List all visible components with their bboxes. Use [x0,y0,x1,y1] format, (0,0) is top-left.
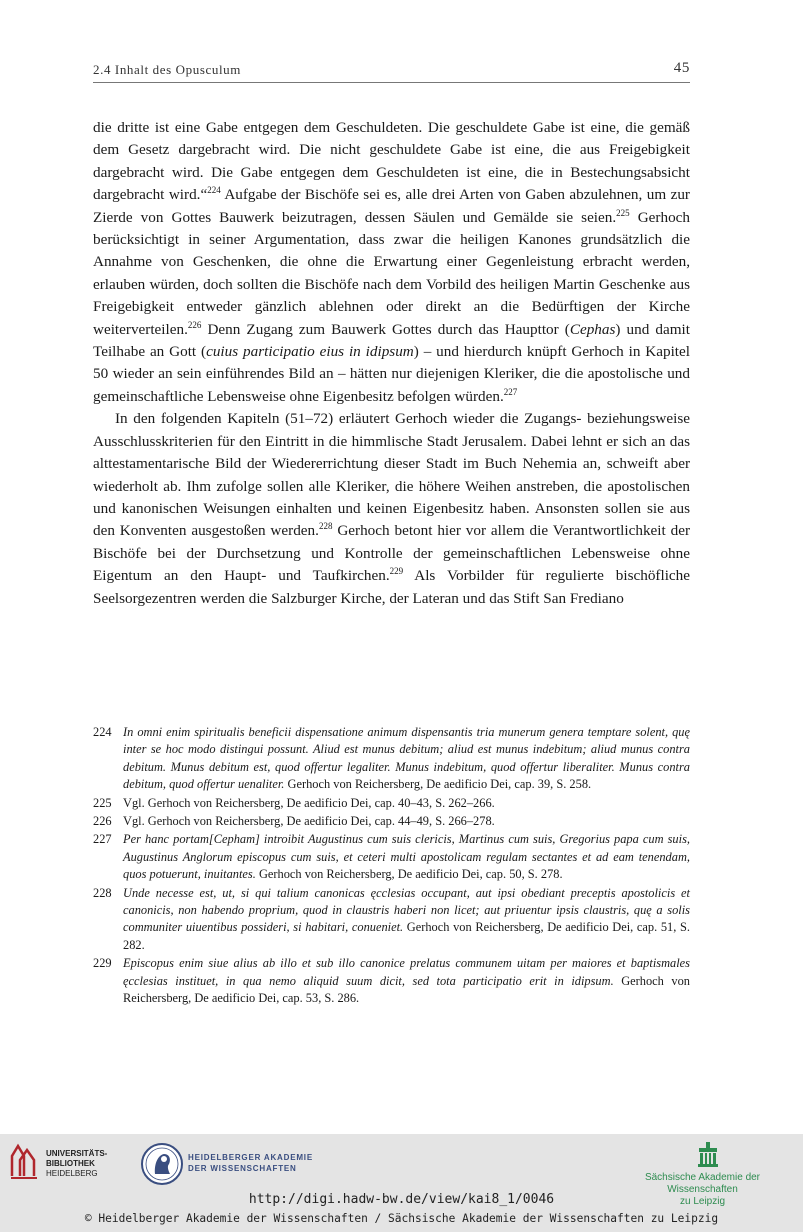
footnote-number: 228 [93,885,112,900]
ub-logo-icon [10,1142,40,1180]
text-run: Denn Zugang zum Bauwerk Gottes durch das Haupttor ( [201,320,570,338]
italic-text: Cephas [569,320,616,338]
saw-building-icon [697,1142,719,1168]
text-run: Gerhoch berücksichtigt in seiner Argumentation, dass zwar die heiligen Kanones grundsätzlich die Annahme von Geschenken, die ohne die Erwartung einer Gegenleistung erbracht werden, erlauben würden, doch sollten die Bischöfe nach dem Vorbild des heiligen Martin Geschenke aus Freigebigkeit entweder gänzlich ablehnen oder direkt an die Bedürftigen der Kirche weiterverteilen. [93,208,690,338]
footnote-number: 224 [93,725,112,739]
italic-text: cuius participatio eius in idipsum [206,343,414,361]
ub-heidelberg-logo [10,1142,130,1186]
footnote-225 [93,795,690,812]
footnote-reference: 224 [207,185,221,196]
italic-text: Episcopus enim siue alius ab illo et sub illo canonice prelatus communem uitam per maiores et baptismales ęcclesias instituet, in qua nemo aliquid suum dicit, sed tota participatio erit in idipsum. [123,956,690,988]
footnote-reference: 226 [187,319,202,330]
text-run: Vgl. Gerhoch von Reichersberg, De aedificio Dei, cap. 40–43, S. 262–266. [123,795,495,810]
footnote-text [123,955,690,1007]
italic-text: Per hanc portam[Cepham] introibit Augustinus cum suis clericis, Martinus cum suis, Gregorius papa cum suis, Augustinus Anglorum episcopus cum suis, et ceteri multi apostolicam regulam sectantes et ad eam tenendam, quos potuerunt, inuitantes. [123,832,690,882]
footnote-228 [93,885,690,955]
footnote-text [123,885,690,955]
source-url[interactable]: http://digi.hadw-bw.de/view/kai8_1/0046 [248,1192,555,1207]
text-run: ) – und hierdurch knüpft Gerhoch in Kapitel 50 wieder an sein einführendes Bild an – hätten nur diejenigen Kleriker, die die apostolische und gemeinschaftliche Lebensweise ohne Eigenbesitz befolgen würden. [93,343,690,405]
paragraph-1 [93,117,690,408]
paragraph-2 [93,408,690,610]
footnote-reference: 229 [389,566,404,577]
text-run: Gerhoch von Reichersberg, De aedificio Dei, cap. 50, S. 278. [255,867,563,882]
copyright-notice: © Heidelberger Akademie der Wissenschaften / Sächsische Akademie der Wissenschaften zu Leipzig [84,1212,719,1225]
footnote-number: 226 [93,814,112,829]
italic-text: Unde necesse est, ut, si qui talium canonicas ęcclesias occupant, aut ipsi obediant preceptis apostolicis et canonicis, non habendo proprium, quod in claustris haberi non licet; aut priuentur ipsis claustris, quę a solis communiter uiuentibus possideri, si habitari, conueniet. [123,885,690,935]
ub-logo-text: UNIVERSITÄTS- BIBLIOTHEK HEIDELBERG [46,1149,108,1178]
hadw-logo-text: HEIDELBERGER AKADEMIE DER WISSENSCHAFTEN [188,1153,313,1173]
text-run: Aufgabe der Bischöfe sei es, alle drei Arten von Gaben abzulehnen, um zur Zierde von Gottes Bauwerk beizutragen, dessen Säulen und Gemälde sie seien. [93,186,690,226]
footnote-number: 227 [93,832,112,847]
footnote-224 [93,724,690,794]
page-number: 45 [673,60,690,76]
italic-text: In omni enim spiritualis beneficii dispensatione animum dispensantis tria munerum genera temptare solent, quę inter se hoc modo distingui possunt. Aliud est munus debitum; aliud est munus indebitum; aliud munus contra debitum. Munus debitum est, quod offertur legaliter. Munus indebitum, quod offertur liberaliter. Munus contra debitum, quod offertur uenaliter. [123,725,690,792]
text-run: Vgl. Gerhoch von Reichersberg, De aedificio Dei, cap. 44–49, S. 266–278. [123,814,495,829]
text-run: Gerhoch von Reichersberg, De aedificio Dei, cap. 39, S. 258. [284,777,592,792]
text-run: ) und damit Teilhabe an Gott ( [93,320,690,361]
text-run: Als Vorbilder für regulierte bischöfliche Seelsorgezentren werden die Salzburger Kirche, der Lateran und das Stift San Frediano [93,567,690,607]
saw-logo-text: Sächsische Akademie der Wissenschaften zu Leipzig [644,1172,761,1207]
footnote-text [123,724,690,794]
body-text [93,117,690,610]
footnote-text [123,831,690,883]
footnote-226 [93,813,690,830]
footnote-number: 225 [93,795,112,810]
footnote-227 [93,831,690,883]
text-run: Gerhoch betont hier vor allem die Verantwortlichkeit der Bischöfe bei der Durchsetzung und Kontrolle der gemeinschaftlichen Lebensweise ohne Eigentum an den Haupt- und Taufkirchen. [93,522,690,585]
hadw-logo [140,1142,340,1194]
text-run: Gerhoch von Reichersberg, De aedificio Dei, cap. 53, S. 286. [123,973,690,1006]
footnote-reference: 227 [503,386,518,397]
text-run: die dritte ist eine Gabe entgegen dem Geschuldeten. Die geschuldete Gabe ist eine, die gemäß dem Gesetz dargebracht wird. Die nicht geschuldete Gabe ist eine, die aus Freigebigkeit dargebracht wird. Die Gabe entgegen dem Geschuldeten ist eine, die in Bestechungsabsicht dargebracht wird.“ [93,119,690,204]
footnotes [93,724,690,1009]
text-run: In den folgenden Kapiteln (51–72) erläutert Gerhoch wieder die Zugangs- beziehungsweise Ausschlusskriterien für den Eintritt in die himmlische Stadt Jerusalem. Dabei lehnt er sich an das alttestamentarische Bild der Wiedererrichtung dieser Stadt im Buch Nehemia an, schweift aber wiederholt ab. Ihm zufolge sollen alle Kleriker, die höhere Weihen anstreben, die apostolischen und kanonischen Weisungen einhalten und keinen Eigenbesitz haben. Ansonsten sollen sie aus den Konventen ausgestoßen werden. [93,410,690,540]
footnote-reference: 225 [616,207,630,218]
hadw-seal-icon [140,1142,184,1186]
section-title: 2.4 Inhalt des Opusculum [93,62,241,77]
digitization-footer [0,1134,803,1232]
running-head [93,60,690,83]
footnote-text [123,813,690,830]
footnote-reference: 228 [318,521,333,532]
text-run: Gerhoch von Reichersberg, De aedificio Dei, cap. 51, S. 282. [123,920,690,952]
footnote-text [123,795,690,812]
footnote-229 [93,955,690,1007]
footnote-number: 229 [93,956,112,971]
